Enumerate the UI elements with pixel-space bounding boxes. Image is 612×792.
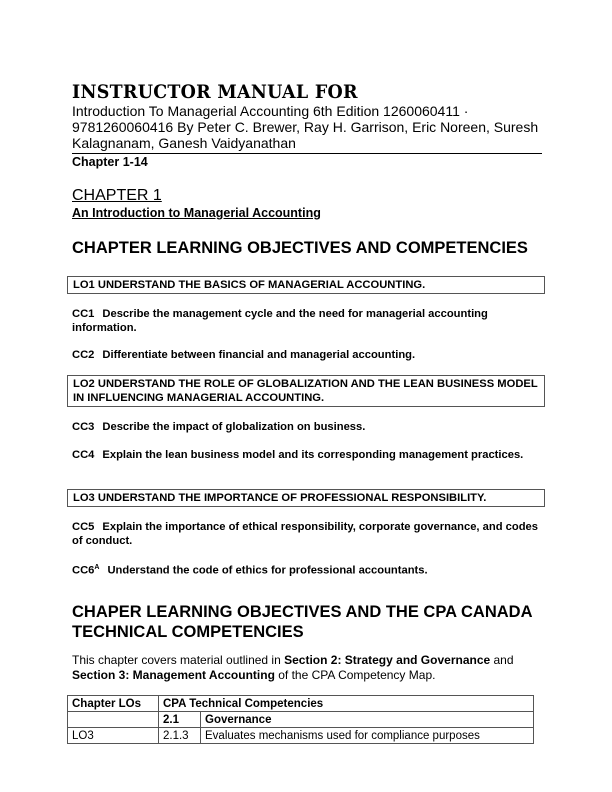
cc4-text: Explain the lean business model and its corresponding management practices. — [102, 449, 524, 461]
table-header-row — [68, 696, 534, 712]
cc6-text: Understand the code of ethics for professional accountants. — [107, 564, 428, 577]
cc2-code: CC2 — [72, 349, 95, 361]
cpa-heading: CHAPER LEARNING OBJECTIVES AND THE CPA CANADA TECHNICAL COMPETENCIES — [72, 603, 532, 641]
table-cell-desc: Governance — [201, 712, 534, 728]
cc5-text: Explain the importance of ethical responsibility, corporate governance, and codes of conduct. — [72, 521, 538, 547]
table-cell-lo: LO3 — [68, 728, 159, 744]
header-cpa-competencies: CPA Technical Competencies — [159, 696, 534, 712]
cc6-superscript: A — [94, 564, 100, 571]
cc2-item — [72, 348, 542, 362]
cpa-competency-table — [67, 695, 534, 744]
cc3-code: CC3 — [72, 421, 95, 433]
table-cell-code: 2.1 — [159, 712, 201, 728]
objectives-heading: CHAPTER LEARNING OBJECTIVES AND COMPETENCIES — [72, 239, 528, 257]
table-cell — [68, 712, 159, 728]
chapter-heading: CHAPTER 1 — [72, 187, 162, 204]
manual-title: INSTRUCTOR MANUAL FOR — [72, 81, 358, 103]
section-2-ref: Section 2: Strategy and Governance — [284, 653, 491, 667]
section-3-ref: Section 3: Management Accounting — [72, 668, 275, 682]
chapter-range: Chapter 1-14 — [72, 155, 148, 169]
lo3-box: LO3 UNDERSTAND THE IMPORTANCE OF PROFESSIONAL RESPONSIBILITY. — [67, 489, 545, 507]
cc5-item — [72, 520, 542, 548]
book-info: Introduction To Managerial Accounting 6th Edition 1260060411 · 9781260060416 By Peter C. Brewer, Ray H. Garrison, Eric Noreen, Suresh Kalagnanam, Ganesh Vaidyanathan — [72, 103, 539, 151]
cc6-code: $CC6^A$ — [72, 564, 100, 577]
table-row — [68, 712, 534, 728]
cc3-item — [72, 420, 542, 434]
header-chapter-los: Chapter LOs — [68, 696, 159, 712]
cc2-text: Differentiate between financial and managerial accounting. — [102, 349, 416, 361]
cc1-code: CC1 — [72, 308, 95, 320]
cc1-text: Describe the management cycle and the need for managerial accounting information. — [72, 308, 488, 334]
cc4-code: CC4 — [72, 449, 95, 461]
table-row — [68, 728, 534, 744]
cc6-item — [72, 561, 542, 578]
table-cell-code: 2.1.3 — [159, 728, 201, 744]
cc4-item — [72, 448, 542, 462]
table-cell-desc: Evaluates mechanisms used for compliance purposes — [201, 728, 534, 744]
chapter-subtitle: An Introduction to Managerial Accounting — [72, 206, 321, 220]
cc5-code: CC5 — [72, 521, 95, 533]
cpa-intro: This chapter covers material outlined in Section 2: Strategy and Governance and Section 3: Management Accounting of the CPA Competency Map. — [72, 653, 514, 682]
divider — [72, 153, 542, 154]
lo2-box: LO2 UNDERSTAND THE ROLE OF GLOBALIZATION AND THE LEAN BUSINESS MODEL IN INFLUENCING MANAGERIAL ACCOUNTING. — [67, 375, 545, 407]
cc1-item — [72, 307, 542, 335]
lo1-box: LO1 UNDERSTAND THE BASICS OF MANAGERIAL ACCOUNTING. — [67, 276, 545, 294]
cc3-text: Describe the impact of globalization on business. — [102, 421, 366, 433]
